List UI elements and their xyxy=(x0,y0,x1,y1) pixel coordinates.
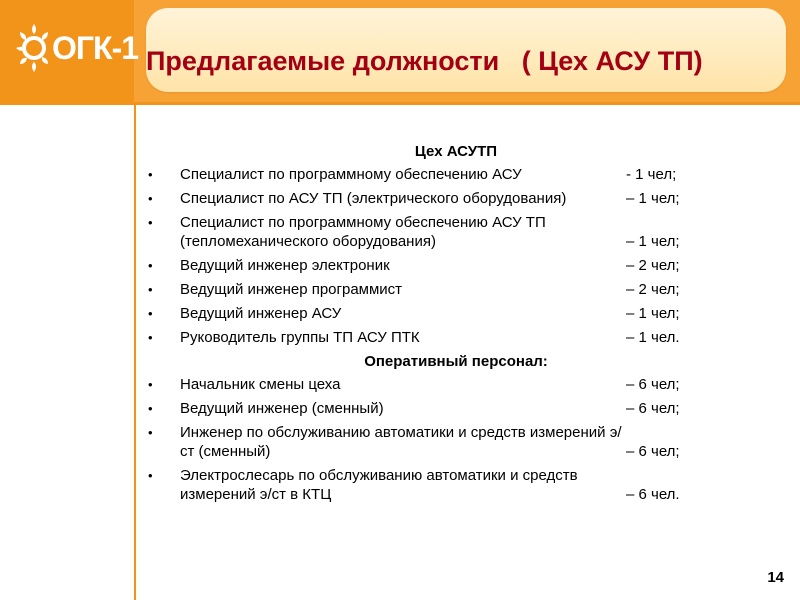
position-quantity: – 2 чел; xyxy=(626,257,680,274)
position-item xyxy=(146,256,766,275)
bullet-icon: • xyxy=(148,191,153,206)
position-item xyxy=(146,423,766,461)
positions-list-asutp xyxy=(146,165,766,347)
position-item xyxy=(146,375,766,394)
position-title: Специалист по программному обеспечению АСУ xyxy=(180,166,522,183)
position-quantity: – 1 чел. xyxy=(626,329,680,346)
bullet-icon: • xyxy=(148,167,153,182)
position-title: Ведущий инженер АСУ xyxy=(180,305,342,322)
positions-list-operational xyxy=(146,375,766,504)
bullet-icon: • xyxy=(148,401,153,416)
position-quantity: – 6 чел. xyxy=(626,486,680,503)
position-title: Ведущий инженер (сменный) xyxy=(180,400,384,417)
position-title: Специалист по АСУ ТП (электрического оборудования) xyxy=(180,190,567,207)
bullet-icon: • xyxy=(148,258,153,273)
position-title: Начальник смены цеха xyxy=(180,376,341,393)
section-heading-asutp: Цех АСУТП xyxy=(414,143,498,160)
bullet-icon: • xyxy=(148,215,153,230)
position-quantity: – 1 чел; xyxy=(626,233,680,250)
position-quantity: – 6 чел; xyxy=(626,400,680,417)
bullet-icon: • xyxy=(148,468,153,483)
position-item xyxy=(146,189,766,208)
position-title: Руководитель группы ТП АСУ ПТК xyxy=(180,329,420,346)
position-item xyxy=(146,213,766,251)
position-quantity: – 1 чел; xyxy=(626,305,680,322)
position-item xyxy=(146,280,766,299)
position-title: Ведущий инженер электроник xyxy=(180,257,390,274)
position-quantity: - 1 чел; xyxy=(626,166,677,183)
company-logo xyxy=(0,0,139,102)
positions-content xyxy=(146,142,766,509)
title-panel xyxy=(146,8,786,92)
position-item xyxy=(146,165,766,184)
position-item xyxy=(146,466,766,504)
vertical-divider xyxy=(134,105,136,600)
position-quantity: – 2 чел; xyxy=(626,281,680,298)
header-divider xyxy=(0,102,800,105)
position-quantity: – 1 чел; xyxy=(626,190,680,207)
section-heading-operational: Оперативный персонал: xyxy=(364,353,548,370)
position-title: Инженер по обслуживанию автоматики и средств измерений э/ст (сменный) xyxy=(180,424,622,460)
bullet-icon: • xyxy=(148,377,153,392)
bullet-icon: • xyxy=(148,425,153,440)
page-title: Предлагаемые должности ( Цех АСУ ТП) xyxy=(146,46,703,76)
logo-text: ОГК-1 xyxy=(52,30,139,66)
position-quantity: – 6 чел; xyxy=(626,443,680,460)
bullet-icon: • xyxy=(148,282,153,297)
sun-logo-icon xyxy=(14,20,54,76)
position-item xyxy=(146,328,766,347)
bullet-icon: • xyxy=(148,330,153,345)
position-title: Ведущий инженер программист xyxy=(180,281,403,298)
bullet-icon: • xyxy=(148,306,153,321)
position-title: Специалист по программному обеспечению АСУ ТП (тепломеханического оборудования) xyxy=(180,214,546,250)
position-item xyxy=(146,399,766,418)
position-item xyxy=(146,304,766,323)
position-title: Электрослесарь по обслуживанию автоматики и средств измерений э/ст в КТЦ xyxy=(180,467,578,503)
position-quantity: – 6 чел; xyxy=(626,376,680,393)
page-number: 14 xyxy=(767,569,784,586)
